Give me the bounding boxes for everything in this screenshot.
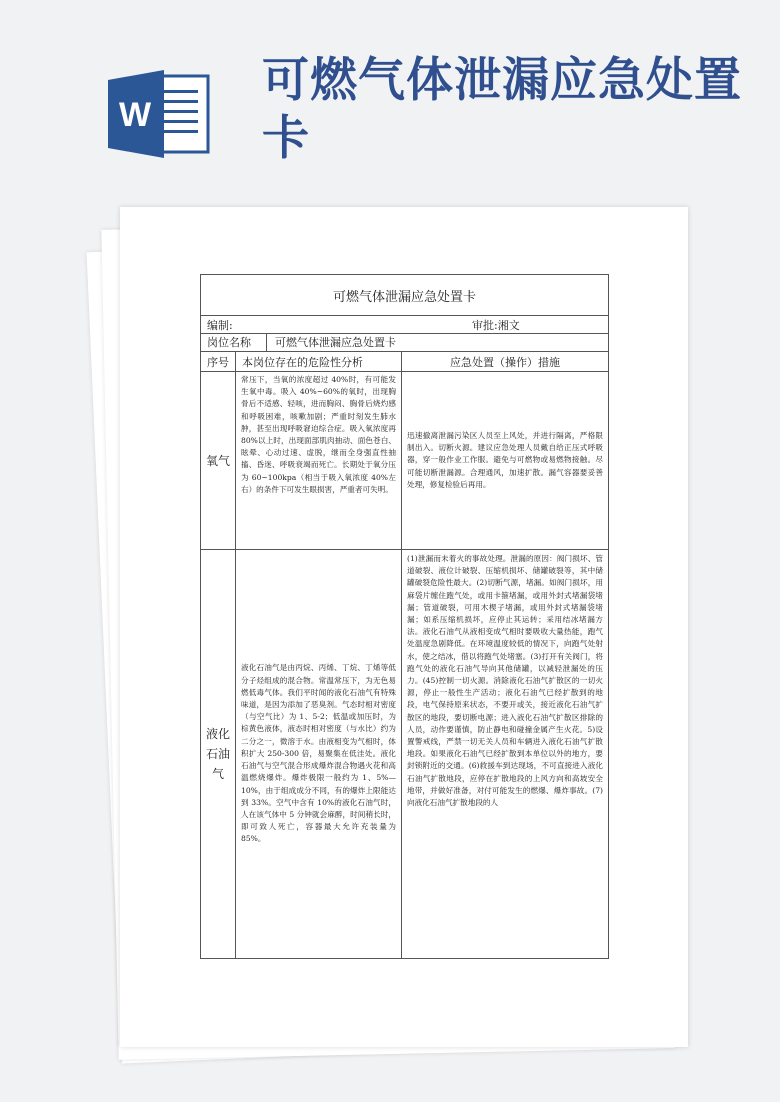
post-value: 可燃气体泄漏应急处置卡: [275, 336, 396, 349]
approver-label: 审批:: [472, 318, 498, 332]
post-row: [201, 334, 609, 352]
hazard-name: 氧气: [201, 372, 236, 550]
emergency-measures: (1)泄漏而未着火的事故处理。泄漏的原因：阀门损坏、管道破裂、液位计破裂、压缩机损坏、储罐破裂等，其中储罐破裂危险性最大。(2)切断气源，堵漏。如阀门损坏，用麻袋片缠住跑气处，或用卡箍堵漏，或用外封式堵漏袋堵漏；管道破裂，可用木楔子堵漏，或用外封式堵漏袋堵漏；如系压缩机损坏，应停止其运转；采用结冰堵漏方法。液化石油气从液相变成气相时要吸收大量热能，跑气处温度急剧降低。在环境温度较低的情况下，向跑气处射水，使之结冰，借以将跑气处堵塞。(3)打开有关阀门，将跑气处的液化石油气导向其他储罐，以减轻泄漏处的压力。(45)控制一切火源。消除液化石油气扩散区的一切火源，停止一般性生产活动；液化石油气已经扩散到的地段，电气保持原来状态，不要开或关，接近液化石油气扩散区的地段，要切断电源；进入液化石油气扩散区排除的人员，动作要谨慎，防止静电和碰撞金属产生火花。5)设置警戒线，严禁一切无关人员和车辆进入液化石油气扩散地段。如果液化石油气已经扩散到本单位以外的地方，要封锁附近的交通。(6)救援车到达现场，不可直接进入液化石油气扩散地段，应停在扩散地段的上风方向和高坡安全地带，并做好准备，对付可能发生的燃爆、爆炸事故。(7)向液化石油气扩散地段的人: [402, 550, 609, 959]
col-header-hazard: 本岗位存在的危险性分析: [236, 352, 402, 372]
hazard-analysis: 常压下，当氧的浓度超过 40%时，有可能发生氧中毒。吸入 40%~60%的氧时，出现胸骨后不适感、轻咳，进而胸闷、胸骨后烧灼感和呼吸困难，咳嗽加剧；严重时刻发生肺水肿，甚至出现呼吸窘迫综合症。吸入氧浓度再 80%以上时，出现面部肌肉抽动、面色苍白、眩晕、心动过速、虚脱，继而全身强直性抽搐、昏迷、呼吸衰竭而死亡。长期处于氧分压为 60~100kpa（相当于吸入氧浓度 40%左右）的条件下可发生眼损害，严重者可失明。: [236, 372, 402, 550]
hazard-name: 液化石油气: [201, 550, 236, 959]
emergency-card-table: [200, 274, 609, 959]
meta-row: [201, 316, 609, 334]
editor-label: 编制:: [207, 318, 233, 332]
table-row: [201, 550, 609, 959]
col-header-no: 序号: [201, 352, 236, 372]
post-label: 岗位名称: [201, 334, 267, 351]
hazard-analysis: 液化石油气是由丙烷、丙烯、丁烷、丁烯等低分子烃组成的混合物。常温常压下，为无色易燃低毒气体。我们平时闻的液化石油气有特殊味道，是因为添加了恶臭剂。气态时相对密度（与空气比）为 1、5-2；低温或加压时，为棕黄色液体，液态时相对密度（与水比）约为二分之一，微溶于水。由液相变为气相时，体积扩大 250-300 倍，易聚集在低洼处。液化石油气与空气混合形成爆炸混合物遇火花和高温燃烧爆炸。爆炸极限一般约为 1、5%—10%，由于组成成分不同，有的爆炸上限能达到 33%。空气中含有 10%的液化石油气时，人在该气体中 5 分钟就会麻醉，时间稍长时，即可致人死亡，容器最大允许充装量为 85%。: [236, 550, 402, 959]
col-header-measure: 应急处置（操作）措施: [402, 352, 609, 372]
logo-letter: W: [118, 96, 152, 134]
emergency-measures: 迅速撤离泄漏污染区人员至上风处，并进行隔离，严格限制出入。切断火源。建议应急处理人员戴自给正压式呼吸器，穿一般作业工作服。避免与可燃物或易燃物接触。尽可能切断泄漏源。合理通风，加速扩散。漏气容器要妥善处理，修复检验后再用。: [402, 372, 609, 550]
approver-value: 湘文: [497, 318, 520, 332]
banner-title: 可燃气体泄漏应急处置卡: [262, 53, 742, 166]
word-logo-icon: [108, 70, 210, 158]
document-title: 可燃气体泄漏应急处置卡: [201, 275, 609, 316]
table-row: [201, 372, 609, 550]
